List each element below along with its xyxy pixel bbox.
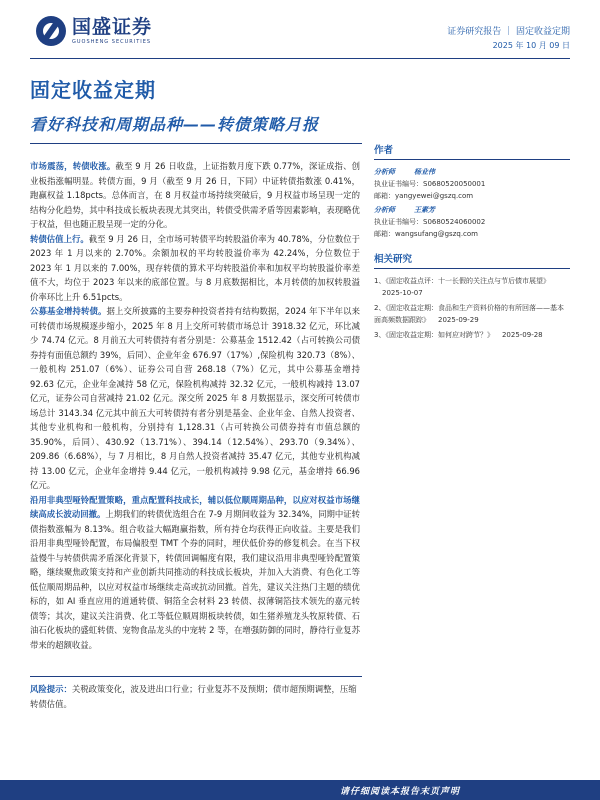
related-link[interactable]: 3、《固定收益定期：如何应对跨节？》 2025-09-28 [374,331,543,339]
author-name: 王素芳 [414,206,435,214]
logo-icon [36,16,66,46]
risk-divider [30,676,362,677]
report-header [0,0,600,60]
author-email[interactable]: wangsufang@gszq.com [395,230,478,238]
paragraph-strategy: 沿用非典型哑铃配置策略，重点配置科技成长，辅以低位顺周期品种，以应对权益市场继续高成长波动回撤。上期我们的转债优选组合在 7-9 月期间收益为 32.34%，同期中证转债指数涨幅为 8.13%。组合收益大幅跑赢指数，所有持仓均获得正向收益。主要是我们沿用非典型哑铃配置，布局偏股型 TMT 个券的同时，埋伏低价券的修复机会。在当下权益慢牛与转债供需矛盾深化背景下，转债回调幅度有限，我们建议沿用非典型哑铃配置策略，继续聚焦政策支持和产业创新共同推动的科技成长板块，并加入大消费、有色化工等低位顺周期品种，以应对权益市场继续走高或抗动回撤。首先，建议关注热门主题的绩优标的，如 AI 垂直应用的道通转债、铜箔全会材料 23 转债、叔薄铜箔技术领先的嘉元转债等；其次，建议关注消费、化工等低位顺周期板块转债，如生猪养殖龙头牧原转债、石油石化板块的盛虹转债、宠物食品龙头的中宠转 2 等，在增强防御的同时，静待行业复苏带来的超额收益。 [30,494,360,650]
author-name: 杨业伟 [414,168,435,176]
sidebar [374,145,570,344]
section-title: 固定收益定期 [30,78,156,102]
paragraph-valuation: 转债估值上行。截至 9 月 26 日，全市场可转债平均转股溢价率为 40.78%，分位数位于 2023 年 1 月以来的 2.70%。余额加权的平均转股溢价率为 42.24%，分位数位于 2023 年 1 月以来的 7.00%，现存转债的算术平均转股溢价率和加权平均转股溢价率差值不大，均位于 2023 年以来的底部位置。与 8 月底数据相比，本月转债的加权转股溢价率环比上升 6.51pcts。 [30,233,361,302]
paragraph-holders: 公募基金增持转债。据上交所披露的主要券种投资者持有结构数据，2024 年下半年以来可转债市场规模逐步缩小，2025 年 8 月上交所可转债市场总计 3918.32 亿元，环比减少 74.74 亿元。8 月前五大可转债持有者分别是：公募基金 1512.42（占可转换公司债券持有面值总额约 39%，后同）、企业年金 676.97（17%）,保险机构 320.73（8%）、一般机构 251.07（6%）、证券公司自营 268.18（7%）亿元，其中公募基金增持 92.63 亿元，企业年金减持 58 亿元，保险机构减持 32.32 亿元，一般机构减持 13.07 亿元，证券公司自营减持 21.02 亿元。深交所 2025 年 8 月数据显示，深交所可转债市场总计 3143.34 亿元其中前五大可转债持有者分别是基金、企业年金、自然人投资者、其他专业机构和一般机构，分别持有 1,128.31（占可转换公司债券持有市值总额的 35.90%，后同）、430.92（13.71%）、394.14（12.54%）、293.70（9.34%）、209.86（6.68%），与 7 月相比，8 月自然人投资者减持 35.47 亿元，其他专业机构减持 13.00 亿元，企业年金增持 9.44 亿元，一般机构减持 9.98 亿元，基金增持 66.96 亿元。 [30,306,361,490]
report-summary [30,159,360,652]
logo-name-en: GUOSHENG SECURITIES [72,39,152,45]
related-link[interactable]: 1、《固定收益点评：十一长假的关注点与节后债市展望》2025-10-07 [374,277,550,297]
author-block: 分析师 王素芳 执业证书编号：S0680524060002 邮箱：wangsufang@gszq.com [374,206,486,238]
author-block: 分析师 杨业伟 执业证书编号：S0680520050001 邮箱：yangyewei@gszq.com [374,168,486,200]
author-email[interactable]: yangyewei@gszq.com [395,192,474,200]
logo-name-cn: 国盛证券 [72,16,153,38]
header-divider [30,58,570,59]
title-divider [30,143,362,144]
company-logo [36,14,152,48]
paragraph-market: 市场震荡，转债收涨。截至 9 月 26 日收盘，上证指数月度下跌 0.77%，深证成指、创业板指涨幅明显。转债方面，9 月（截至 9 月 26 日，下同）中证转债指数涨 0.41%，跑赢权益 1.18pcts。总体而言，在 8 月权益市场持续突破后，9 月权益市场呈现一定的结构分化趋势，其中科技成长板块表现尤其突出，转债受供需矛盾等因素影响，表现略优于权益，但也随正股呈现一定的分化。 [30,161,361,229]
author-cert: S0680520050001 [423,180,486,188]
related-link[interactable]: 2、《固定收益定期：食品和生产资料价格的有所回落——基本面高频数据跟踪》 2025-09-29 [374,304,564,324]
report-type: 证券研究报告 ｜ 固定收益定期 [447,27,570,37]
risk-warning: 风险提示：关税政策变化，波及进出口行业；行业复苏不及预期；债市超预期调整，压缩转债估值。 [30,684,357,709]
report-date: 2025 年 10 月 09 日 [492,41,570,50]
related-title: 相关研究 [374,254,570,269]
footer-disclaimer: 请仔细阅读本报告末页声明 [339,787,460,797]
report-title: 看好科技和周期品种——转债策略月报 [30,115,320,134]
authors-title: 作者 [374,145,570,160]
page-footer [0,780,600,800]
author-cert: S0680524060002 [423,218,486,226]
